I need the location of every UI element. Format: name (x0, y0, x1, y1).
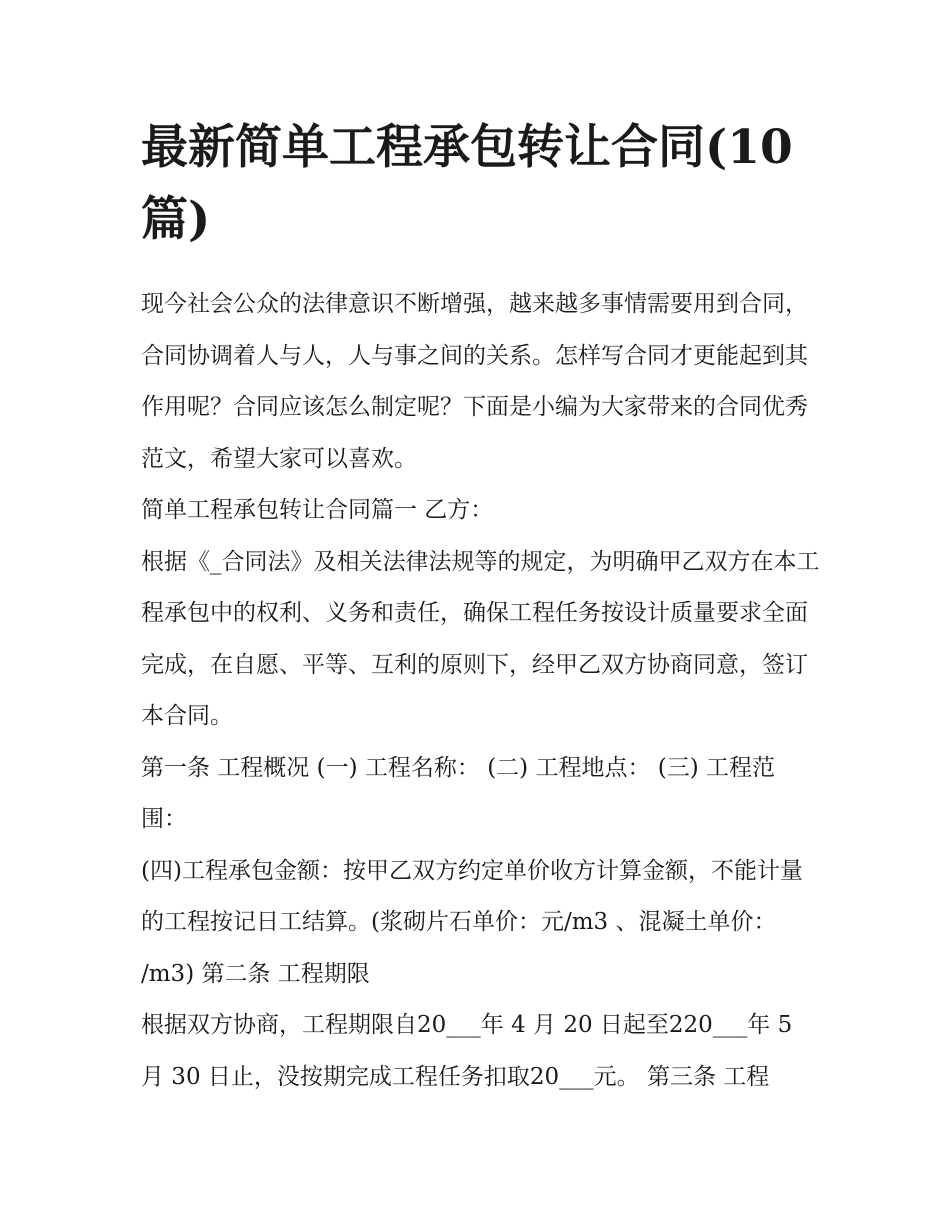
contract-amount-paragraph: (四)工程承包金额：按甲乙双方约定单价收方计算金额，不能计量的工程按记日工结算。(浆砌片石单价：元/m3 、混凝土单价： /m3) 第二条 工程期限 (141, 857, 803, 987)
project-period-paragraph: 根据双方协商，工程期限自20___年 4 月 20 日起至220___年 5 月 30 日止，没按期完成工程任务扣取20___元。 第三条 工程 (141, 1012, 793, 1090)
preamble-paragraph: 根据《_合同法》及相关法律法规等的规定，为明确甲乙双方在本工程承包中的权利、义务和责任，确保工程任务按设计质量要求全面完成，在自愿、平等、互利的原则下，经甲乙双方协商同意，签订本合同。 (141, 548, 820, 729)
article-one-paragraph: 第一条 工程概况 (一) 工程名称： (二) 工程地点： (三) 工程范围： (141, 754, 776, 832)
document-title: 最新简单工程承包转让合同(10篇) (141, 120, 793, 247)
intro-paragraph: 现今社会公众的法律意识不断增强，越来越多事情需要用到合同，合同协调着人与人，人与事之间的关系。怎样写合同才更能起到其作用呢？合同应该怎么制定呢？下面是小编为大家带来的合同优秀范文，希望大家可以喜欢。 (141, 291, 808, 472)
section-heading-paragraph: 简单工程承包转让合同篇一 乙方： (141, 497, 494, 523)
document-body (141, 279, 821, 1103)
